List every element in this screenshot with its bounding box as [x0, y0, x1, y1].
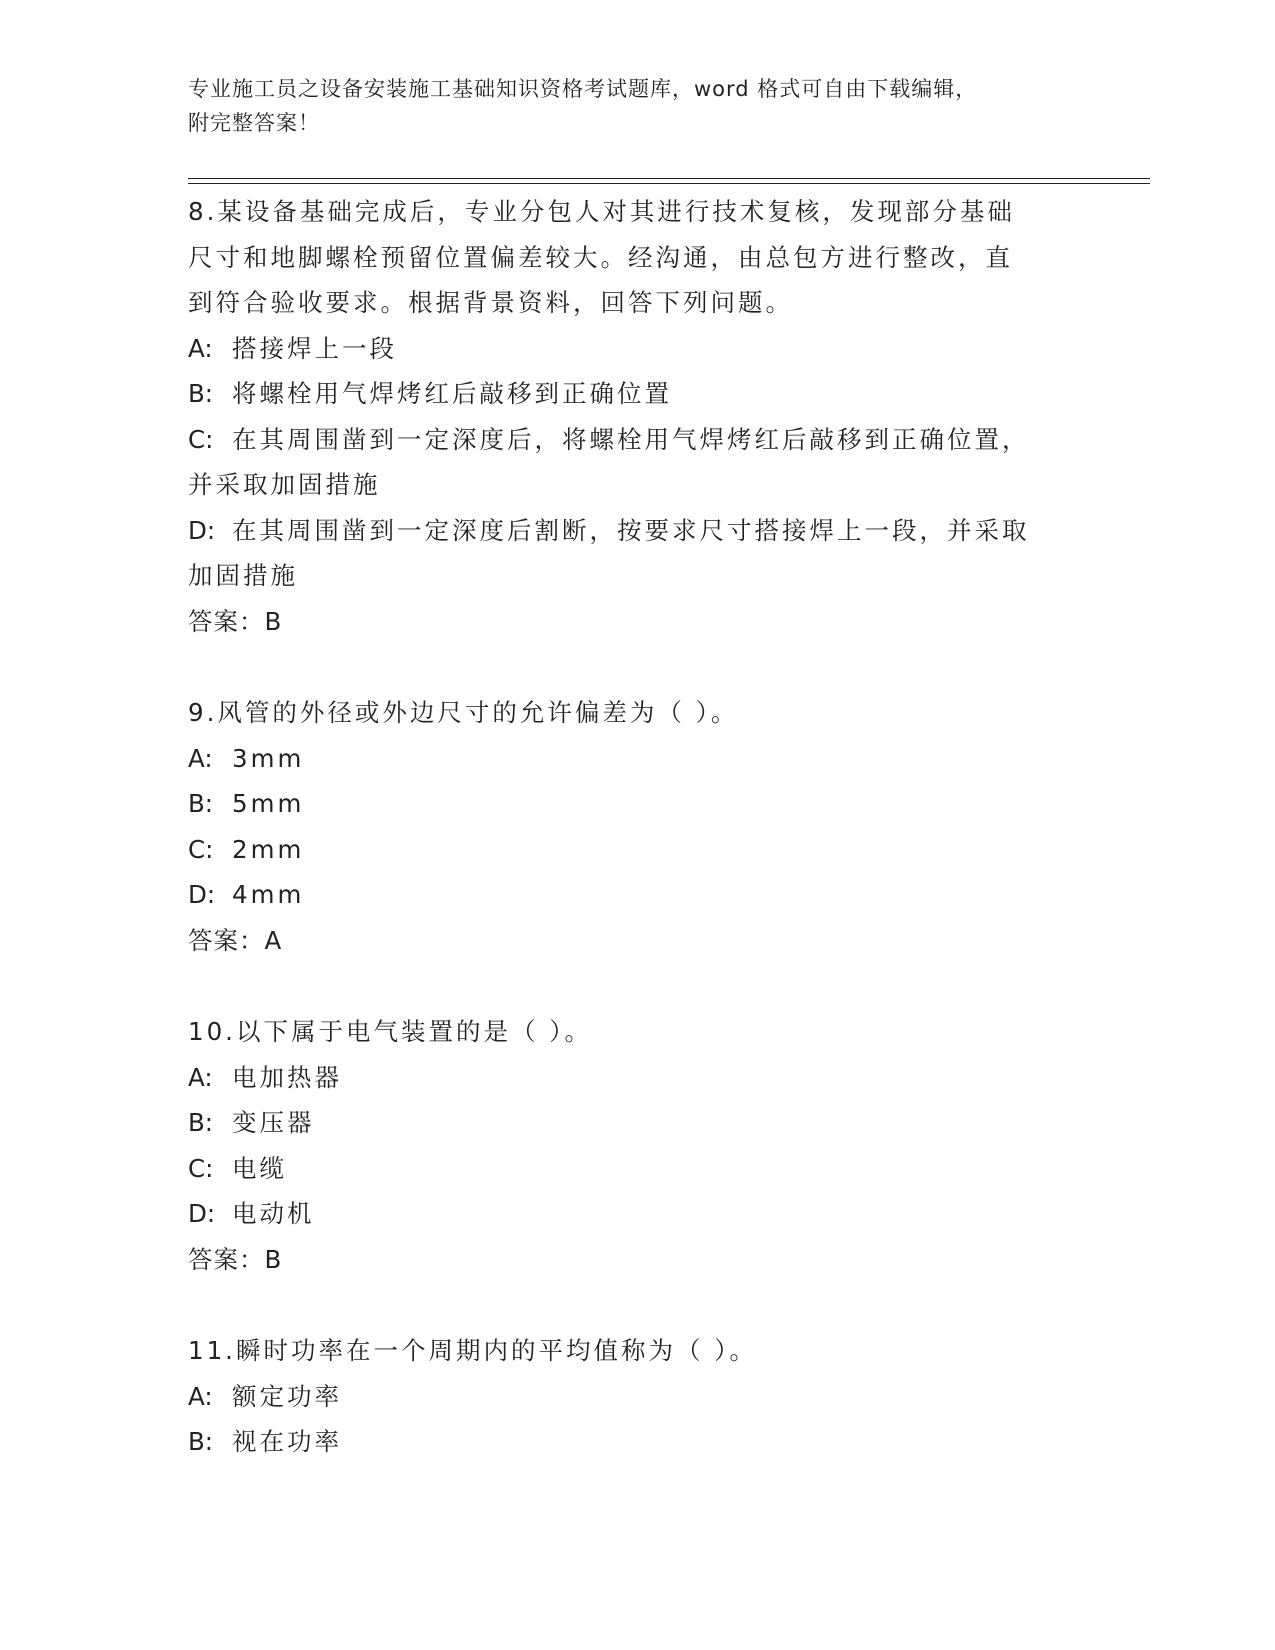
option-line: [188, 1191, 1088, 1237]
option-line: [188, 1374, 1088, 1420]
option-line: [188, 872, 1088, 918]
option-letter: B:: [188, 1427, 214, 1456]
option-line: [188, 736, 1088, 782]
option-text: 4mm: [232, 880, 305, 909]
option-letter: C:: [188, 1153, 214, 1183]
document-header: [188, 72, 1068, 140]
option-letter: B:: [188, 789, 214, 818]
option-letter: C:: [188, 834, 214, 864]
answer-line: 答案：B: [188, 606, 283, 636]
option-letter: C:: [188, 424, 214, 454]
question-block: [188, 690, 1088, 963]
option-line: 并采取加固措施: [188, 470, 381, 499]
option-letter: A:: [188, 1381, 213, 1411]
answer-line: 答案：A: [188, 925, 283, 955]
question-stem-line: 8.某设备基础完成后，专业分包人对其进行技术复核，发现部分基础: [188, 197, 1015, 226]
option-line: [188, 326, 1088, 372]
option-letter: B:: [188, 1108, 214, 1137]
answer-line: 答案：B: [188, 1244, 283, 1274]
option-letter: A:: [188, 1062, 213, 1092]
option-text: 变压器: [232, 1108, 315, 1137]
option-letter: A:: [188, 333, 213, 363]
option-letter: D:: [188, 880, 216, 909]
option-text: 额定功率: [232, 1381, 342, 1411]
question-stem-line: 9.风管的外径或外边尺寸的允许偏差为（ ）。: [188, 698, 739, 727]
question-list: [188, 189, 1088, 1511]
option-line: [188, 508, 1088, 554]
option-letter: A:: [188, 743, 213, 773]
question-block: [188, 189, 1088, 644]
question-stem-line: 尺寸和地脚螺栓预留位置偏差较大。经沟通，由总包方进行整改，直: [188, 242, 1013, 272]
option-text: 搭接焊上一段: [232, 333, 397, 363]
option-text: 将螺栓用气焊烤红后敲移到正确位置: [232, 379, 672, 408]
option-letter: B:: [188, 379, 214, 408]
option-text: 电加热器: [232, 1062, 342, 1092]
question-stem-line: 10.以下属于电气装置的是（ ）。: [188, 1017, 592, 1046]
option-text: 3mm: [232, 743, 305, 773]
option-line: 加固措施: [188, 561, 298, 590]
option-line: [188, 417, 1088, 463]
option-text: 视在功率: [232, 1427, 342, 1456]
option-line: [188, 1100, 1088, 1146]
option-line: [188, 1419, 1088, 1465]
option-letter: D:: [188, 515, 216, 545]
header-line-1: 专业施工员之设备安装施工基础知识资格考试题库，word 格式可自由下载编辑，: [188, 77, 978, 101]
option-line: [188, 781, 1088, 827]
option-text: 在其周围凿到一定深度后，将螺栓用气焊烤红后敲移到正确位置，: [232, 424, 1030, 454]
question-stem-line: 11.瞬时功率在一个周期内的平均值称为（ ）。: [188, 1336, 757, 1365]
option-text: 电动机: [232, 1199, 315, 1228]
option-line: [188, 1055, 1088, 1101]
option-text: 电缆: [232, 1153, 287, 1183]
option-line: [188, 371, 1088, 417]
option-text: 在其周围凿到一定深度后割断，按要求尺寸搭接焊上一段，并采取: [232, 515, 1030, 545]
option-text: 2mm: [232, 834, 305, 864]
option-line: [188, 1146, 1088, 1192]
option-line: [188, 827, 1088, 873]
option-letter: D:: [188, 1199, 216, 1228]
header-divider-top: [188, 178, 1150, 179]
header-line-2: 附完整答案！: [188, 111, 320, 135]
question-block: [188, 1009, 1088, 1282]
option-text: 5mm: [232, 789, 305, 818]
header-divider-bottom: [188, 183, 1150, 184]
question-block: [188, 1328, 1088, 1465]
question-stem-line: 到符合验收要求。根据背景资料，回答下列问题。: [188, 288, 793, 317]
